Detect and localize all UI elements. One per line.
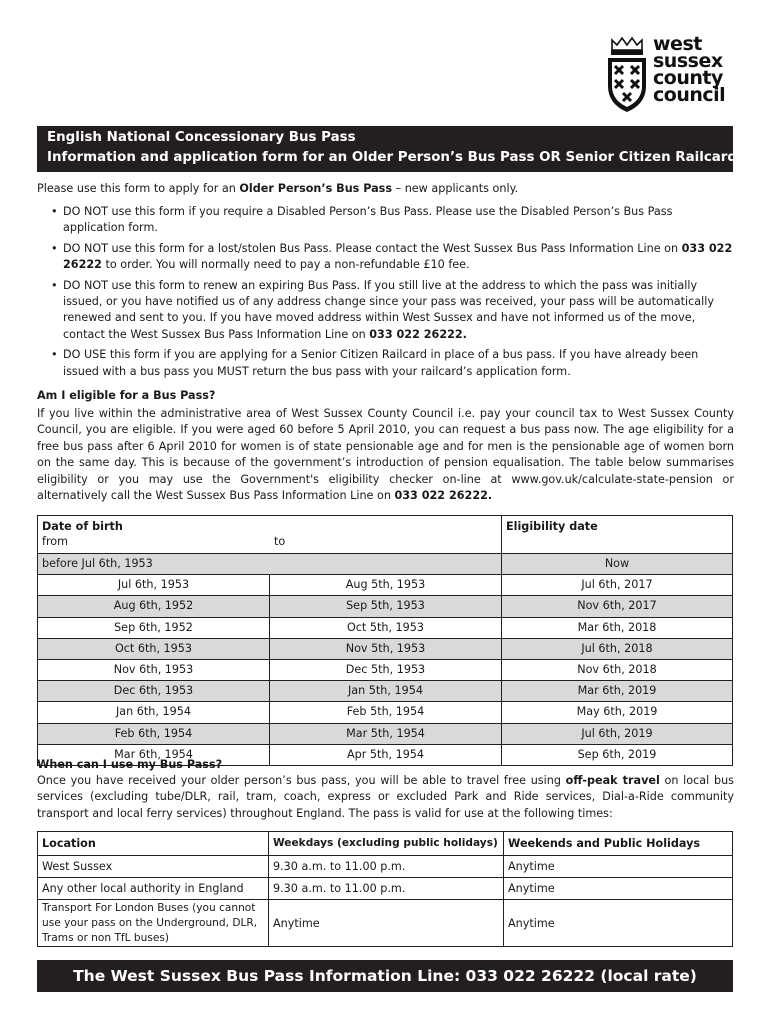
title-line-1: English National Concessionary Bus Pass [47,130,356,145]
table-cell: Nov 5th, 1953 [270,638,502,659]
dob-header [38,516,502,554]
location-header: Location [38,832,269,856]
table-cell: Feb 6th, 1954 [38,723,270,744]
table-row [38,617,733,638]
phone-number: 033 022 26222 [63,241,733,272]
table-cell: Sep 5th, 1953 [270,596,502,617]
intro-after: – new applicants only. [392,182,519,195]
table-cell: Mar 6th, 2019 [502,681,733,702]
table-cell: Dec 6th, 1953 [38,681,270,702]
table-header-row [38,516,733,554]
bullet-text: to order. You will normally need to pay a non-refundable £10 fee. [101,258,470,272]
table-cell: Jul 6th, 1953 [38,575,270,596]
table-row [38,702,733,723]
table-cell: Jan 6th, 1954 [38,702,270,723]
county-crest-icon [606,36,648,114]
eligibility-body: If you live within the administrative area of West Sussex County Council i.e. pay your council tax to West Sussex County Council, you are eligible. If you were aged 60 before 5 April 2010, you can request a bus pass now. The age eligibility for a free bus pass after 6 April 2010 for women is of state pensionable age and for men is the pensionable age of women born on the same day. This is because of the government’s introduction of pension equalisation. The table below summarises eligibility or you may use the Government's eligibility checker on-line at www.gov.uk/calculate-state-pension or alternatively call the West Sussex Bus Pass Information Line on [37,407,734,503]
table-cell: Nov 6th, 2018 [502,659,733,680]
info-line-footer: The West Sussex Bus Pass Information Line: 033 022 26222 (local rate) [37,960,733,992]
table-cell: Jul 6th, 2019 [502,723,733,744]
bullet-text: DO NOT use this form for a lost/stolen Bus Pass. Please contact the West Sussex Bus Pass Information Line on [63,241,682,255]
eligibility-table [37,515,733,766]
table-cell: Oct 5th, 1953 [270,617,502,638]
phone-number: 033 022 26222. [369,327,467,341]
instructions-list [37,204,734,384]
table-cell: Feb 5th, 1954 [270,702,502,723]
table-cell: Anytime [269,900,504,947]
table-cell: Transport For London Buses (you cannot use your pass on the Underground, DLR, Trams or non TfL buses) [38,900,269,947]
logo-wordmark [653,33,726,106]
logo-line: west [653,33,702,55]
list-item: • DO NOT use this form for a lost/stolen Bus Pass. Please contact the West Sussex Bus Pass Information Line on 033 022 26222 to order. You will normally need to pay a non-refundable £10 fee. [51,241,733,272]
table-cell: 9.30 a.m. to 11.00 p.m. [269,856,504,878]
table-cell: Nov 6th, 2017 [502,596,733,617]
usage-body: Once you have received your older person’s bus pass, you will be able to travel free using [37,774,566,787]
table-row [38,878,733,900]
table-cell: Sep 6th, 1952 [38,617,270,638]
table-row [38,900,733,947]
usage-bold: off-peak travel [565,774,660,787]
table-row [38,596,733,617]
list-item: • DO NOT use this form to renew an expiring Bus Pass. If you still live at the address to which the pass was initially issued, or you have notified us of any address change since your pass was received, your pass will be automatically renewed and sent to you. If you have moved address within West Sussex and have not informed us of the move, contact the West Sussex Bus Pass Information Line on 033 022 26222. [51,278,714,341]
table-cell: Aug 5th, 1953 [270,575,502,596]
bullet-text: DO NOT use this form to renew an expiring Bus Pass. If you still live at the address to which the pass was initially issued, or you have notified us of any address change since your pass was received, your pass will be automatically renewed and sent to you. If you have moved address within West Sussex and have not informed us of the move, contact the West Sussex Bus Pass Information Line on [63,278,714,341]
usage-body-end: on local bus services (excluding tube/DLR, rail, tram, coach, express or excluded Park and Ride services, Dial-a-Ride community transport and local ferry services) throughout England. The pass is valid for use at the following times: [37,774,734,820]
logo-line: council [653,84,726,106]
list-item: • DO NOT use this form if you require a Disabled Person’s Bus Pass. Please use the Disabled Person’s Bus Pass application form. [51,205,673,235]
bullet-text: DO NOT use this form if you require a Disabled Person’s Bus Pass. Please use the Disabled Person’s Bus Pass application form. [63,205,673,235]
table-cell: May 6th, 2019 [502,702,733,723]
table-row [38,638,733,659]
table-cell: Now [502,554,733,575]
table-cell: Apr 5th, 1954 [270,744,502,765]
to-label: to [274,535,286,548]
table-row [38,856,733,878]
table-cell: 9.30 a.m. to 11.00 p.m. [269,878,504,900]
intro-text [37,181,734,197]
table-cell: Mar 5th, 1954 [270,723,502,744]
weekdays-header: Weekdays (excluding public holidays) [269,832,504,856]
table-row [38,554,733,575]
table-row [38,681,733,702]
table-cell: Mar 6th, 1954 [38,744,270,765]
title-line-2: Information and application form for an Older Person’s Bus Pass OR Senior Citizen Railcard [47,150,737,165]
table-row [38,575,733,596]
table-cell: Oct 6th, 1953 [38,638,270,659]
table-cell: Jan 5th, 1954 [270,681,502,702]
travel-times-table [37,831,733,947]
phone-number: 033 022 26222. [394,489,493,503]
table-cell: Jul 6th, 2018 [502,638,733,659]
table-row [38,659,733,680]
table-cell: Aug 6th, 1952 [38,596,270,617]
usage-text [37,773,734,822]
table-cell: Nov 6th, 1953 [38,659,270,680]
dob-label: Date of birth [42,520,123,533]
table-cell: Anytime [504,900,733,947]
table-cell: West Sussex [38,856,269,878]
eligibility-date-header: Eligibility date [502,516,733,554]
table-cell: Anytime [504,856,733,878]
logo-line: county [653,67,723,89]
intro-before: Please use this form to apply for an [37,182,240,195]
table-cell: Anytime [504,878,733,900]
table-cell: Dec 5th, 1953 [270,659,502,680]
council-logo [606,34,746,114]
usage-heading: When can I use my Bus Pass? [37,758,223,771]
logo-line: sussex [653,50,723,72]
table-cell: Any other local authority in England [38,878,269,900]
table-cell: Jul 6th, 2017 [502,575,733,596]
eligibility-text [37,406,734,504]
table-cell: before Jul 6th, 1953 [38,554,502,575]
table-row [38,723,733,744]
table-cell: Mar 6th, 2018 [502,617,733,638]
title-banner [37,126,737,172]
intro-bold: Older Person’s Bus Pass [239,182,392,195]
eligibility-heading: Am I eligible for a Bus Pass? [37,389,216,402]
from-label: from [42,535,69,548]
bullet-text: DO USE this form if you are applying for a Senior Citizen Railcard in place of a bus pass. If you have already been issued with a bus pass you MUST return the bus pass with your railcard’s application form. [63,348,699,378]
weekends-header: Weekends and Public Holidays [504,832,733,856]
table-header-row [38,832,733,856]
list-item: • DO USE this form if you are applying for a Senior Citizen Railcard in place of a bus pass. If you have already been issued with a bus pass you MUST return the bus pass with your railcard’s application form. [51,348,699,378]
table-cell: Sep 6th, 2019 [502,744,733,765]
